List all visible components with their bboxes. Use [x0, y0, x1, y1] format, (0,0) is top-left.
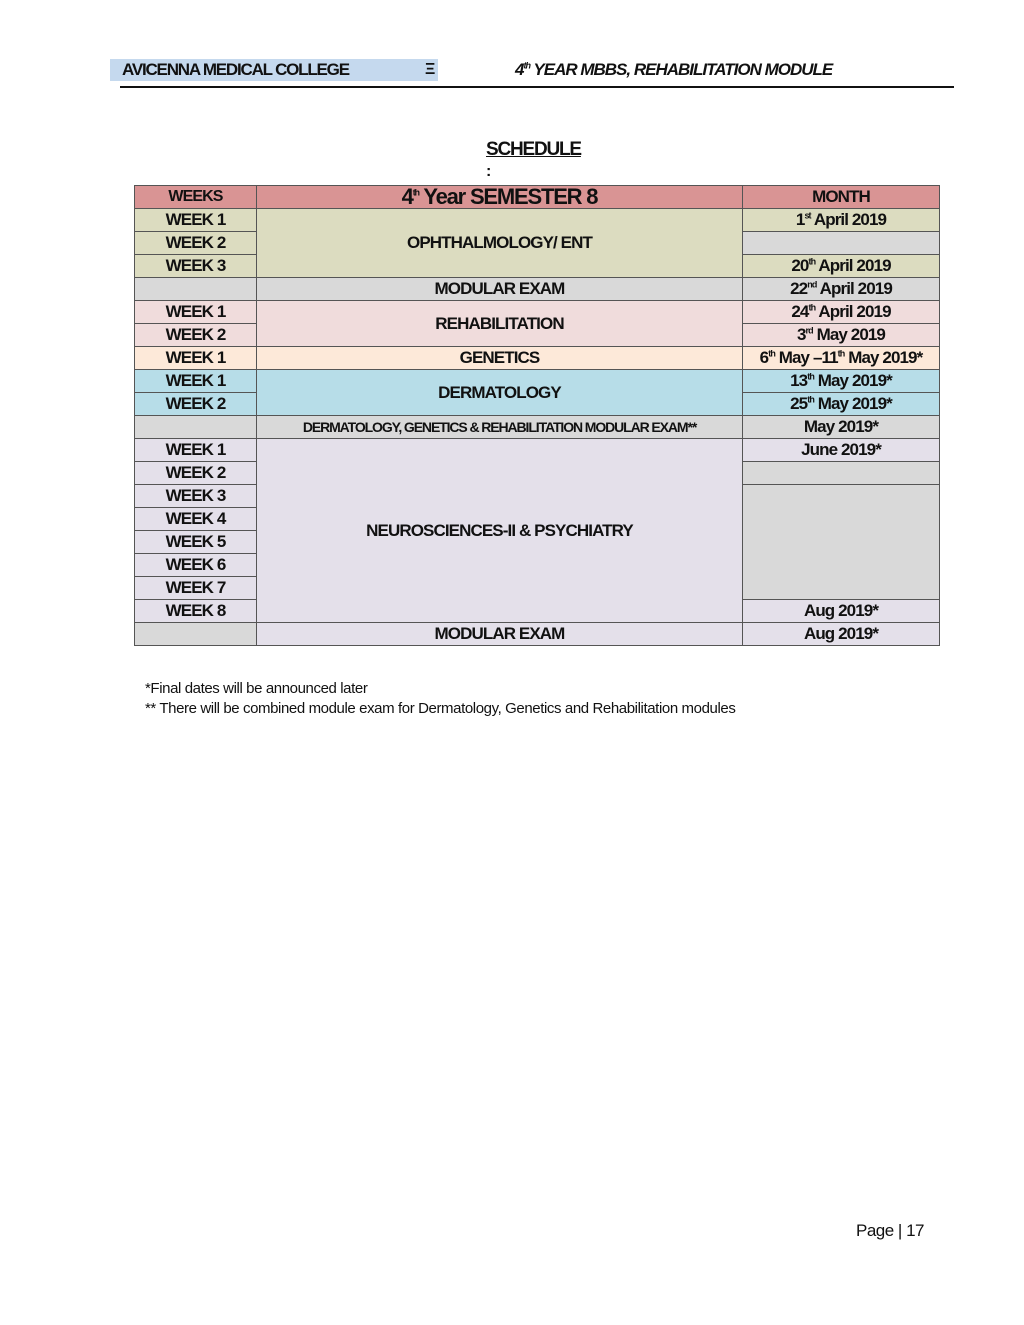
- module-cell-exam: MODULAR EXAM: [257, 623, 743, 646]
- week-cell: WEEK 6: [135, 554, 257, 577]
- footnote-final-dates: *Final dates will be announced later: [145, 680, 368, 697]
- table-row: [135, 347, 940, 370]
- module-cell-rehabilitation: REHABILITATION: [257, 301, 743, 347]
- page-number: Page | 17: [856, 1221, 924, 1240]
- schedule-table: [134, 185, 940, 646]
- module-cell-exam: MODULAR EXAM: [257, 278, 743, 301]
- week-cell: WEEK 2: [135, 462, 257, 485]
- module-title: 4th YEAR MBBS, REHABILITATION MODULE: [515, 60, 833, 79]
- month-cell: 24th April 2019: [743, 301, 940, 324]
- table-row: [135, 416, 940, 439]
- table-row: [135, 209, 940, 232]
- week-cell: WEEK 2: [135, 324, 257, 347]
- module-cell-genetics: GENETICS: [257, 347, 743, 370]
- week-cell: WEEK 2: [135, 393, 257, 416]
- week-cell: WEEK 1: [135, 439, 257, 462]
- week-cell: [135, 416, 257, 439]
- week-cell: WEEK 1: [135, 209, 257, 232]
- month-cell: 20th April 2019: [743, 255, 940, 278]
- table-row: [135, 623, 940, 646]
- month-cell: 1st April 2019: [743, 209, 940, 232]
- module-cell-combined-exam: DERMATOLOGY, GENETICS & REHABILITATION MODULAR EXAM**: [257, 416, 743, 439]
- week-cell: [135, 278, 257, 301]
- month-cell: [743, 232, 940, 255]
- footnote-combined-exam: ** There will be combined module exam for Dermatology, Genetics and Rehabilitation modules: [145, 700, 736, 717]
- header-month: MONTH: [743, 186, 940, 209]
- header-separator: Ξ: [425, 61, 436, 78]
- month-cell: May 2019*: [743, 416, 940, 439]
- month-cell: 3rd May 2019: [743, 324, 940, 347]
- module-cell-dermatology: DERMATOLOGY: [257, 370, 743, 416]
- table-row: [135, 278, 940, 301]
- header-semester: 4th Year SEMESTER 8: [257, 186, 743, 209]
- week-cell: WEEK 7: [135, 577, 257, 600]
- table-row: [135, 301, 940, 324]
- header-rule: [120, 86, 954, 88]
- week-cell: WEEK 1: [135, 301, 257, 324]
- month-cell: 13th May 2019*: [743, 370, 940, 393]
- month-cell: [743, 462, 940, 485]
- table-row: [135, 439, 940, 462]
- schedule-title: SCHEDULE: [486, 139, 581, 160]
- week-cell: WEEK 1: [135, 347, 257, 370]
- table-row: [135, 370, 940, 393]
- week-cell: WEEK 5: [135, 531, 257, 554]
- week-cell: WEEK 3: [135, 255, 257, 278]
- module-cell-ophthalmology: OPHTHALMOLOGY/ ENT: [257, 209, 743, 278]
- month-cell: June 2019*: [743, 439, 940, 462]
- schedule-colon: :: [486, 163, 492, 180]
- week-cell: WEEK 3: [135, 485, 257, 508]
- month-cell: Aug 2019*: [743, 623, 940, 646]
- month-cell: 22nd April 2019: [743, 278, 940, 301]
- week-cell: WEEK 4: [135, 508, 257, 531]
- month-cell: [743, 485, 940, 600]
- table-header-row: [135, 186, 940, 209]
- week-cell: [135, 623, 257, 646]
- header-weeks: WEEKS: [135, 186, 257, 209]
- week-cell: WEEK 1: [135, 370, 257, 393]
- college-name: AVICENNA MEDICAL COLLEGE: [110, 59, 438, 81]
- month-cell: 6th May –11th May 2019*: [743, 347, 940, 370]
- week-cell: WEEK 8: [135, 600, 257, 623]
- month-cell: Aug 2019*: [743, 600, 940, 623]
- month-cell: 25th May 2019*: [743, 393, 940, 416]
- week-cell: WEEK 2: [135, 232, 257, 255]
- module-cell-neurosciences: NEUROSCIENCES-II & PSYCHIATRY: [257, 439, 743, 623]
